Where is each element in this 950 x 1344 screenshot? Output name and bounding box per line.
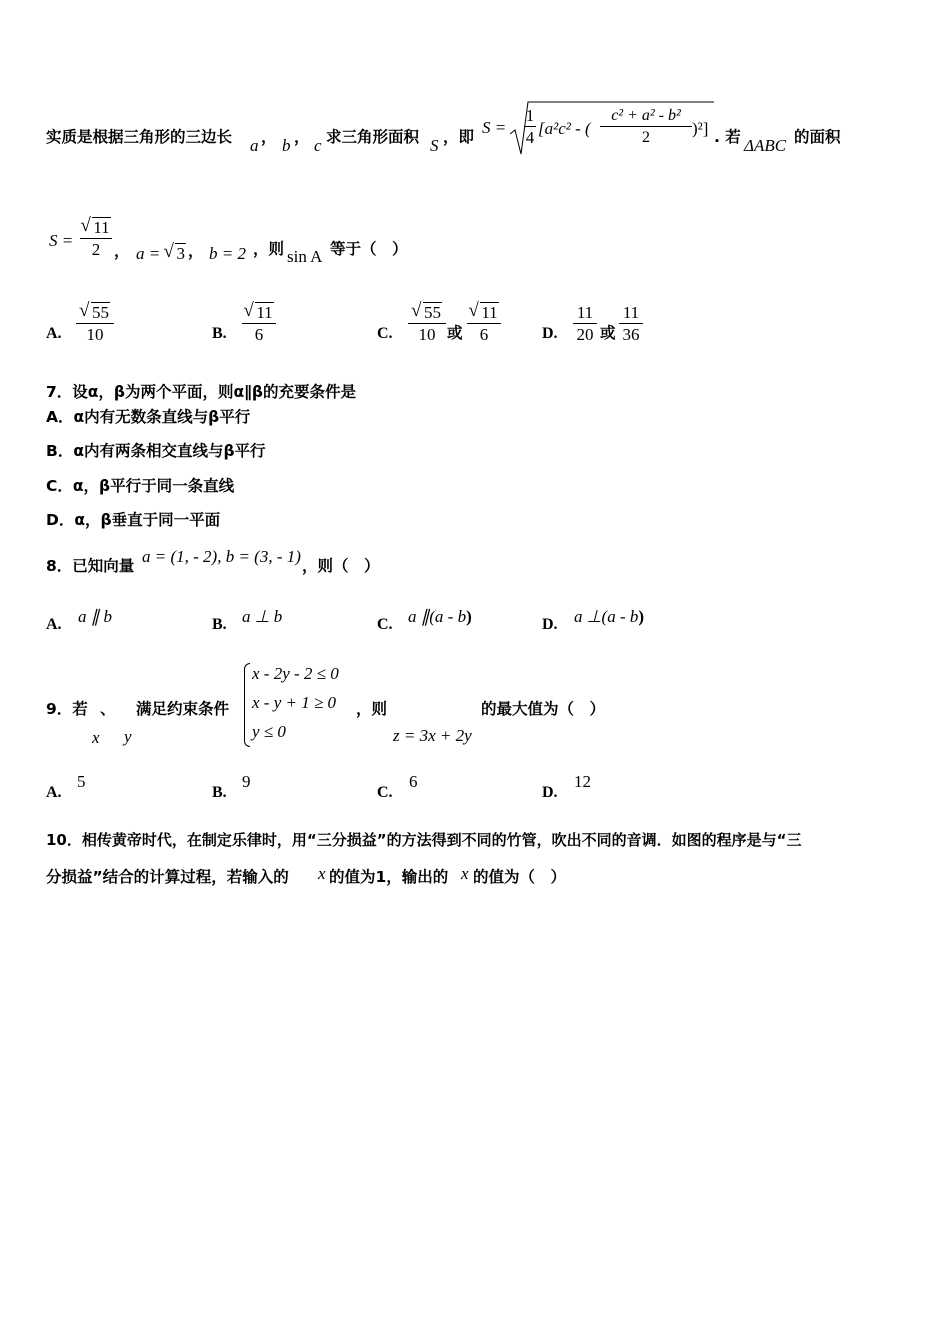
var-x: x (318, 864, 326, 883)
option-d-value-1[interactable]: 11 20 (573, 303, 597, 344)
option-c-expr[interactable]: a ∥(a - b) (408, 607, 472, 626)
question-stem: 满足约束条件 (136, 700, 230, 718)
var-a: a (250, 136, 259, 155)
constraint-1: x - 2y - 2 ≤ 0 (252, 664, 339, 683)
var-S: S (430, 136, 439, 155)
or-text: 或 (447, 324, 463, 342)
var-c: c (314, 136, 322, 155)
a-value: a = √ 3 (136, 244, 186, 264)
intro-text: 求三角形面积 (326, 128, 420, 146)
var-x: x (92, 728, 100, 747)
comma: ， (114, 242, 130, 260)
option-d-expr[interactable]: a ⊥(a - b) (574, 607, 645, 626)
option-b-value[interactable]: 9 (242, 772, 251, 791)
option-d-value[interactable]: 12 (574, 772, 591, 791)
option-d-value-2[interactable]: 11 36 (619, 303, 643, 344)
option-a-value[interactable]: √ 55 10 (76, 303, 114, 344)
option-a[interactable]: A．α内有无数条直线与β平行 (46, 408, 251, 426)
option-label[interactable]: A. (46, 616, 62, 633)
option-a-expr[interactable]: a ∥ b (78, 607, 112, 626)
separator: 、 (100, 700, 116, 718)
comma: ， (261, 128, 277, 146)
option-label[interactable]: B. (212, 784, 227, 801)
S-lhs: S = (49, 231, 74, 250)
formula-close: )²] (692, 119, 709, 138)
comma: ， (294, 128, 310, 146)
vector-definition: a = (1, - 2), b = (3, - 1) (142, 547, 301, 566)
option-label[interactable]: B. (212, 616, 227, 633)
question-stem: 9．若 (46, 700, 88, 718)
var-y: y (124, 727, 132, 746)
intro-text: ，即 (443, 128, 475, 146)
option-d[interactable]: D．α，β垂直于同一平面 (46, 511, 221, 529)
triangle-ABC: ΔABC (744, 136, 787, 155)
objective-function: z = 3x + 2y (393, 726, 472, 745)
comma: ， (188, 242, 204, 260)
option-label[interactable]: D. (542, 616, 558, 633)
option-label[interactable]: D. (542, 784, 558, 801)
question-stem: 7．设α，β为两个平面，则α∥β的充要条件是 (46, 383, 357, 401)
option-label[interactable]: A. (46, 325, 62, 342)
option-c-value-2[interactable]: √ 11 6 (467, 303, 501, 344)
or-text: 或 (600, 324, 616, 342)
option-label[interactable]: C. (377, 616, 393, 633)
constraint-2: x - y + 1 ≥ 0 (252, 693, 337, 712)
question-stem-line-2: 分损益”结合的计算过程，若输入的 (46, 868, 289, 886)
intro-text: . 若 (714, 128, 741, 146)
question-stem: ，则（ ） (302, 557, 380, 575)
option-c-value-1[interactable]: √ 55 10 (408, 303, 446, 344)
constraint-3: y ≤ 0 (252, 722, 286, 741)
question-stem-line-2: 的值为（ ） (473, 868, 567, 886)
intro-text: 等于（ ） (330, 240, 408, 258)
option-a-value[interactable]: 5 (77, 772, 86, 791)
fraction-quarter: 1 4 (525, 106, 535, 147)
question-stem: ，则 (356, 700, 388, 718)
option-b[interactable]: B．α内有两条相交直线与β平行 (46, 442, 266, 460)
option-b-value[interactable]: √ 11 6 (242, 303, 276, 344)
question-stem-line-2: 的值为1，输出的 (329, 868, 449, 886)
option-c[interactable]: C．α，β平行于同一条直线 (46, 477, 235, 495)
intro-text: 的面积 (794, 128, 841, 146)
option-label[interactable]: C. (377, 325, 393, 342)
option-label[interactable]: A. (46, 784, 62, 801)
sin-A: sin A (287, 247, 323, 266)
var-x: x (461, 864, 469, 883)
option-label[interactable]: C. (377, 784, 393, 801)
fraction-inner: c² + a² - b² 2 (600, 106, 692, 147)
b-value: b = 2 (209, 244, 246, 263)
option-label[interactable]: B. (212, 325, 227, 342)
question-stem: 8．已知向量 (46, 557, 135, 575)
question-stem-line-1: 10．相传黄帝时代，在制定乐律时，用“三分损益”的方法得到不同的竹管，吹出不同的音调．如图的程序是与“三 (46, 831, 802, 849)
option-label[interactable]: D. (542, 325, 558, 342)
option-c-value[interactable]: 6 (409, 772, 418, 791)
question-stem: 的最大值为（ ） (481, 700, 606, 718)
fraction-S: √ 11 2 (80, 218, 112, 259)
intro-text: 实质是根据三角形的三边长 (46, 128, 233, 146)
option-b-expr[interactable]: a ⊥ b (242, 607, 283, 626)
var-b: b (282, 136, 291, 155)
formula-open: [a²c² - ( (538, 119, 591, 138)
intro-text: ，则 (253, 240, 285, 258)
cases-brace (244, 663, 250, 747)
formula-lhs: S = (482, 118, 507, 137)
